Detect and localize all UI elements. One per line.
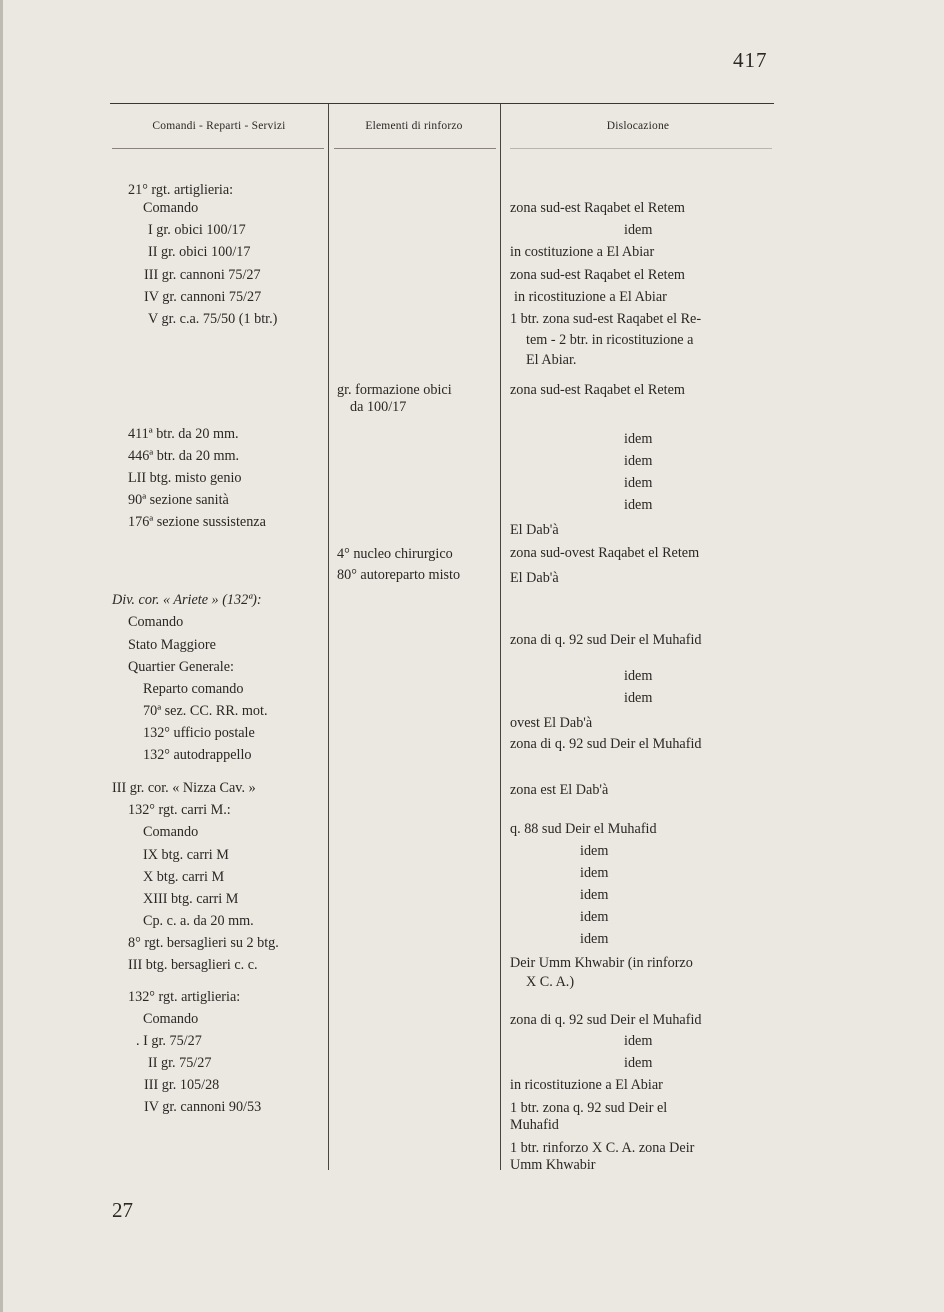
col1-line: 446ª btr. da 20 mm. [128,448,240,464]
col1-line: 411ª btr. da 20 mm. [128,426,239,442]
col3-line: ovest El Dab'à [510,715,593,731]
col2-line: gr. formazione obici [337,382,452,398]
col3-line: idem [580,931,609,947]
col3-line: X C. A.) [526,974,575,990]
col3-line: 1 btr. rinforzo X C. A. zona Deir [510,1140,695,1156]
header-rule-col1 [112,148,324,149]
col3-line: idem [624,475,653,491]
col1-line: 132° rgt. artiglieria: [128,989,241,1005]
table-top-rule [110,103,774,104]
col1-line: III btg. bersaglieri c. c. [128,957,258,973]
col3-line: idem [580,843,609,859]
col1-line: LII btg. misto genio [128,470,242,486]
scan-edge-shadow [0,0,3,1312]
header-rule-col3 [510,148,772,149]
col1-line: III gr. cannoni 75/27 [144,267,261,283]
col1-line: 176ª sezione sussistenza [128,514,266,530]
col2-line: 80° autoreparto misto [337,567,461,583]
col1-line: Comando [128,614,184,630]
header-col2: Elementi di rinforzo [365,120,463,132]
col1-line: Quartier Generale: [128,659,234,675]
column-divider-2 [500,104,501,1170]
col3-line: zona sud-est Raqabet el Retem [510,200,685,216]
col1-line: IV gr. cannoni 75/27 [144,289,262,305]
col3-line: idem [624,690,653,706]
col1-line: Cp. c. a. da 20 mm. [143,913,254,929]
col1-line: Comando [143,1011,199,1027]
col3-line: El Dab'à [510,570,559,586]
col1-line: IX btg. carri M [143,847,229,863]
col3-line: idem [580,887,609,903]
page-number: 417 [733,48,768,72]
col1-line: V gr. c.a. 75/50 (1 btr.) [148,311,278,327]
col3-line: idem [624,1055,653,1071]
col3-line: idem [624,668,653,684]
col1-line: 8° rgt. bersaglieri su 2 btg. [128,935,279,951]
col3-line: El Dab'à [510,522,559,538]
col3-line: zona sud-est Raqabet el Retem [510,267,685,283]
col3-line: idem [580,865,609,881]
col1-line: Comando [143,824,199,840]
col3-line: zona di q. 92 sud Deir el Muhafid [510,632,702,648]
col3-line: idem [580,909,609,925]
col1-line: XIII btg. carri M [143,891,239,907]
col3-line: zona di q. 92 sud Deir el Muhafid [510,736,702,752]
col1-line: 132° rgt. carri M.: [128,802,231,818]
col1-line: X btg. carri M [143,869,225,885]
col3-line: Umm Khwabir [510,1157,596,1173]
col1-line: Comando [143,200,199,216]
col3-line: Deir Umm Khwabir (in rinforzo [510,955,693,971]
col1-line: . I gr. 75/27 [136,1033,202,1049]
col3-line: idem [624,431,653,447]
col3-line: in ricostituzione a El Abiar [514,289,667,305]
col1-line: 132° autodrappello [143,747,252,763]
header-col1: Comandi - Reparti - Servizi [152,120,286,132]
col3-line: in costituzione a El Abiar [510,244,655,260]
header-col3: Dislocazione [606,120,670,132]
col3-line: zona sud-ovest Raqabet el Retem [510,545,700,561]
col2-line: da 100/17 [350,399,407,415]
col3-line: Muhafid [510,1117,559,1133]
col3-line: El Abiar. [526,352,577,368]
col1-line: I gr. obici 100/17 [148,222,246,238]
col3-line: idem [624,497,653,513]
col3-line: q. 88 sud Deir el Muhafid [510,821,657,837]
col3-line: in ricostituzione a El Abiar [510,1077,663,1093]
col3-line: 1 btr. zona sud-est Raqabet el Re- [510,311,702,327]
col1-line: II gr. obici 100/17 [148,244,251,260]
col3-line: idem [624,1033,653,1049]
col1-line: 132° ufficio postale [143,725,255,741]
header-rule-col2 [334,148,496,149]
col1-line: II gr. 75/27 [148,1055,212,1071]
col1-line: Reparto comando [143,681,244,697]
col3-line: idem [624,222,653,238]
col2-line: 4° nucleo chirurgico [337,546,453,562]
col1-line: III gr. 105/28 [144,1077,220,1093]
col3-line: zona di q. 92 sud Deir el Muhafid [510,1012,702,1028]
col1-line: III gr. cor. « Nizza Cav. » [112,780,256,796]
col3-line: zona sud-est Raqabet el Retem [510,382,685,398]
col1-line: 70ª sez. CC. RR. mot. [143,703,268,719]
column-divider-1 [328,104,329,1170]
footer-number: 27 [112,1198,133,1222]
col1-line: IV gr. cannoni 90/53 [144,1099,262,1115]
col3-line: idem [624,453,653,469]
col1-line: 21° rgt. artiglieria: [128,182,234,198]
col1-line: 90ª sezione sanità [128,492,229,508]
col3-line: tem - 2 btr. in ricostituzione a [526,332,694,348]
col3-line: zona est El Dab'à [510,782,609,798]
col3-line: 1 btr. zona q. 92 sud Deir el [510,1100,668,1116]
col1-line: Stato Maggiore [128,637,216,653]
col1-line: Div. cor. « Ariete » (132ª): [112,592,262,608]
